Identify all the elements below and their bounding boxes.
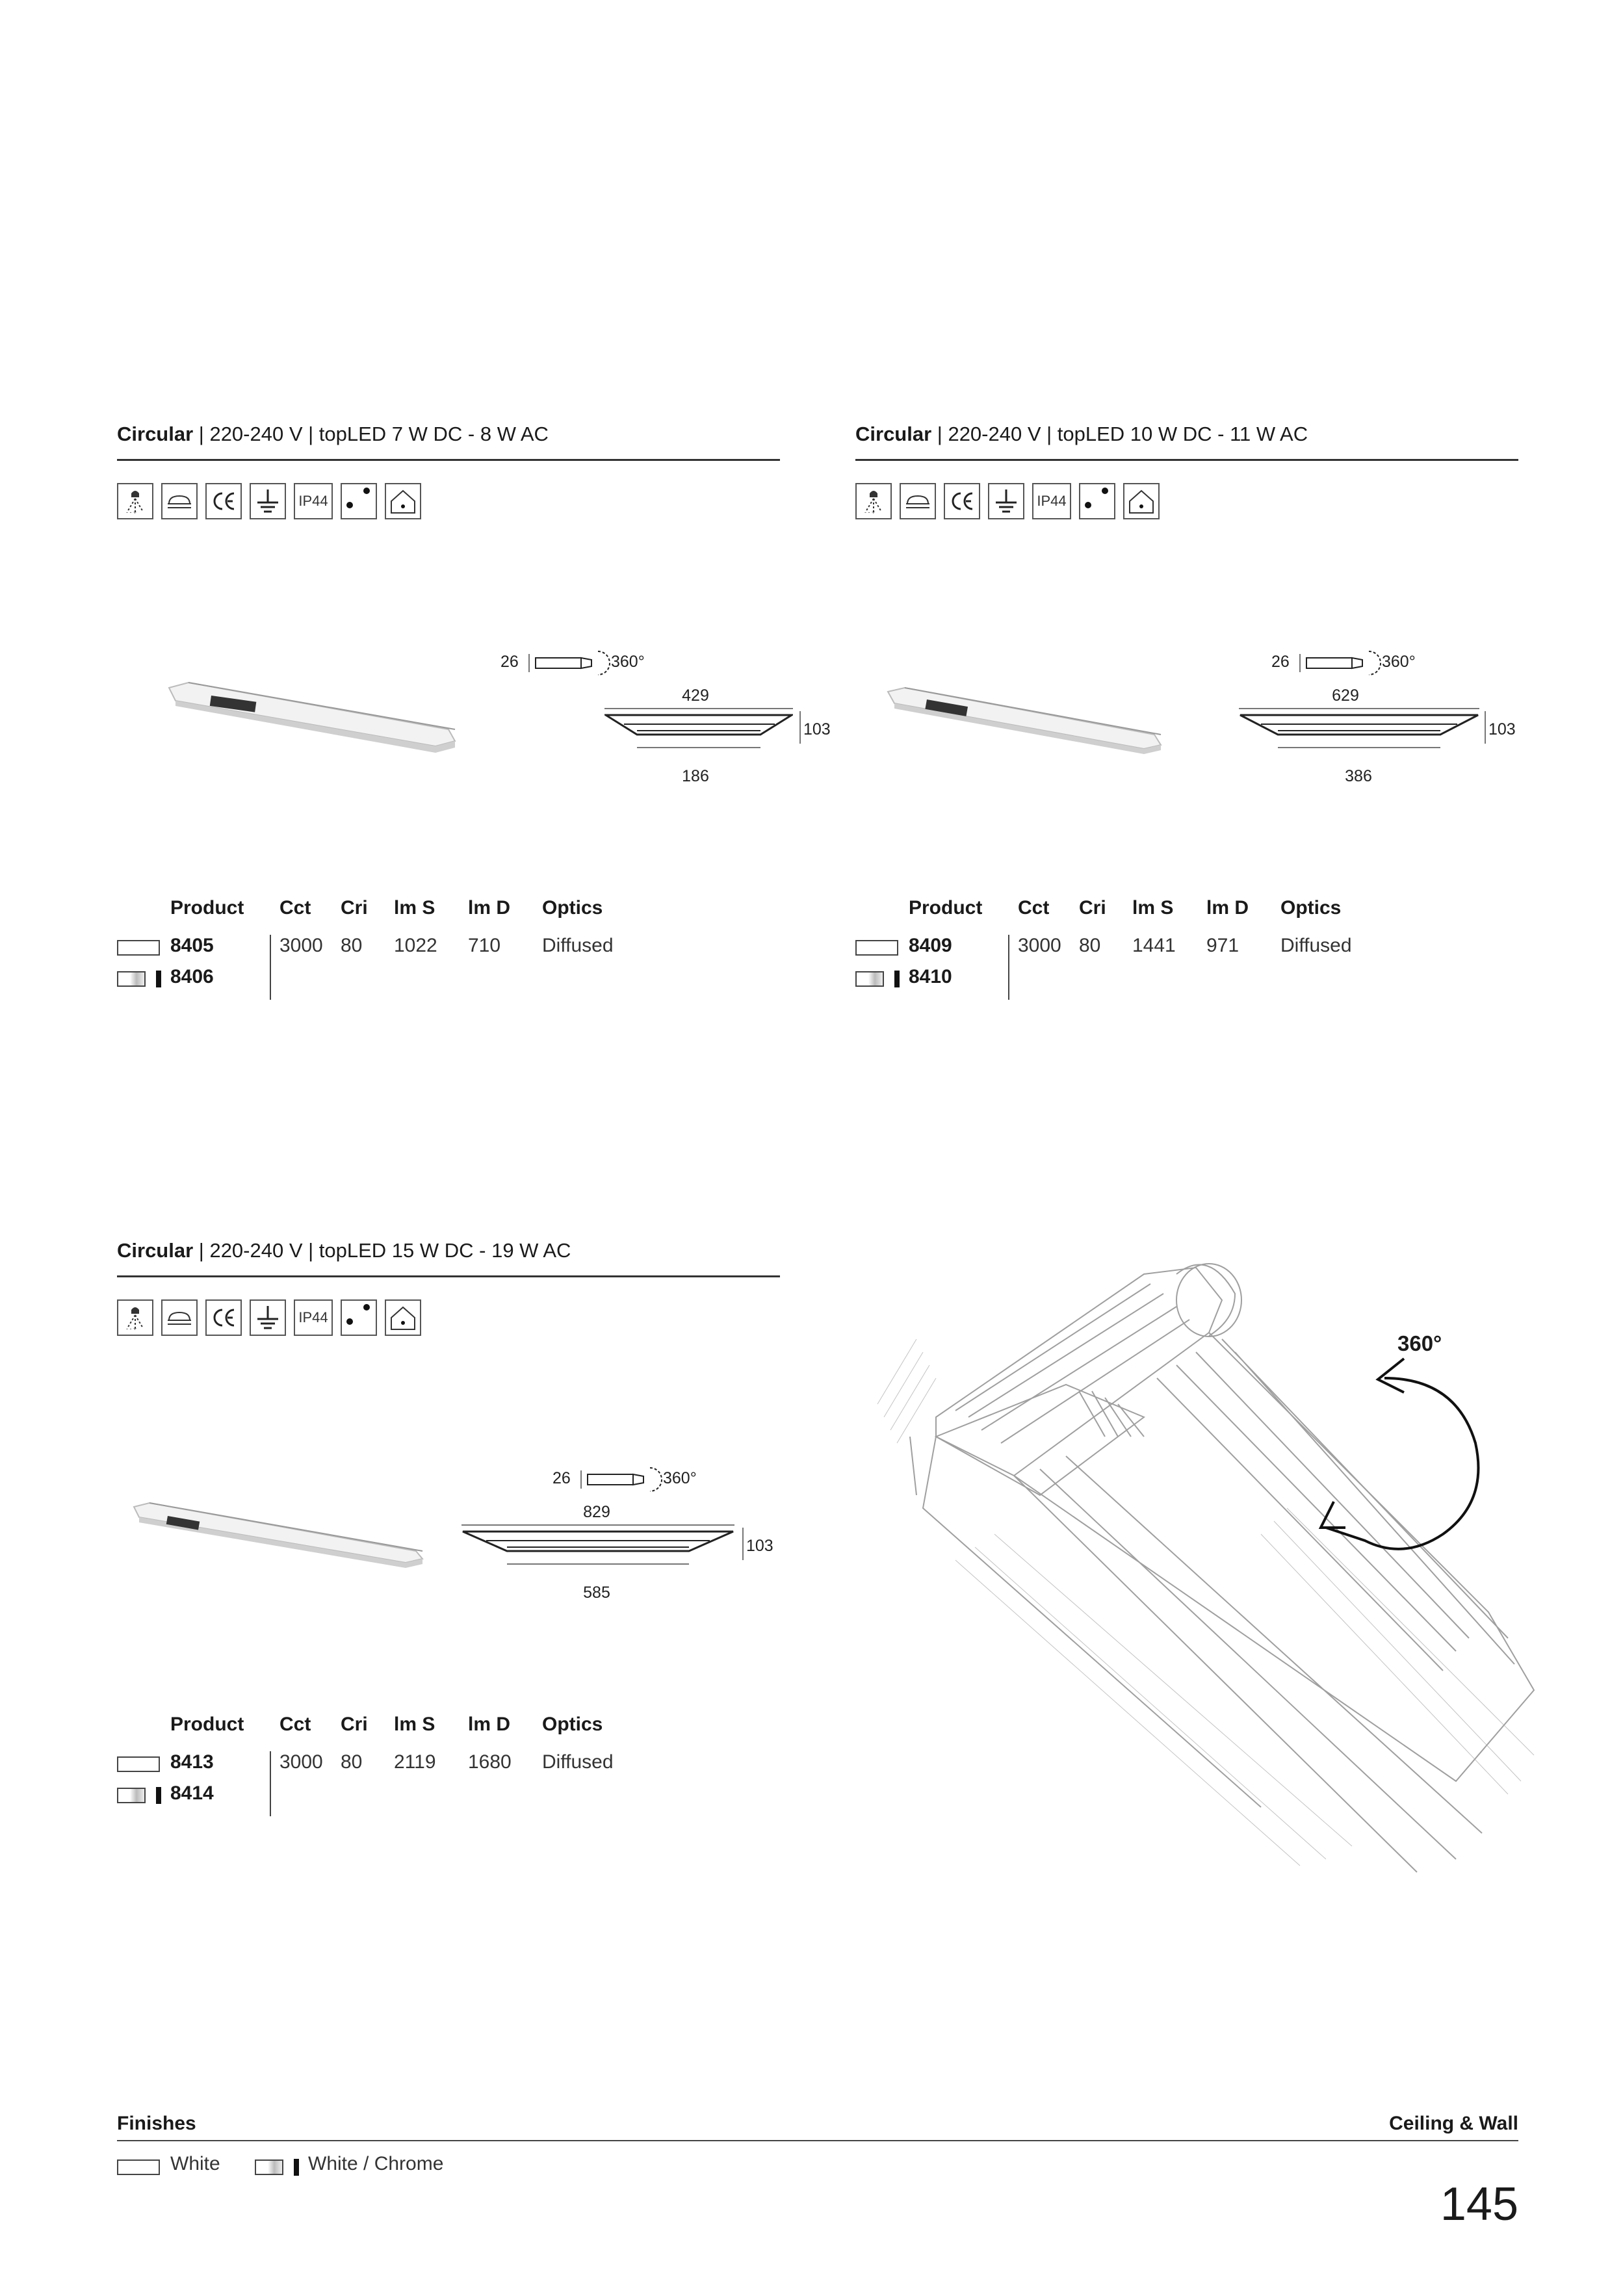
- rotation-symbol-icon: [1297, 649, 1382, 677]
- ip-rating-label: IP44: [298, 1309, 328, 1325]
- surface-mount-icon: [900, 483, 936, 519]
- dim-length-top: 829: [583, 1503, 610, 1521]
- product-photo: [162, 676, 526, 761]
- footer-rule: [117, 2140, 1518, 2141]
- product-photo: [130, 1499, 435, 1571]
- dim-height: 103: [746, 1537, 773, 1555]
- rotation-symbol-icon: [526, 649, 611, 677]
- col-lms: lm S: [1132, 897, 1174, 919]
- cell-lms: 2119: [394, 1751, 436, 1773]
- cell-lms: 1441: [1132, 935, 1176, 956]
- rotation-symbol-icon: [578, 1465, 663, 1494]
- cell-cct: 3000: [279, 1751, 323, 1773]
- house-icon: [385, 483, 421, 519]
- col-optics: Optics: [542, 1714, 603, 1735]
- earth-icon: [988, 483, 1024, 519]
- finish-chrome-swatch: [855, 971, 884, 987]
- section-label: Ceiling & Wall: [1389, 2113, 1518, 2134]
- ce-mark-icon: [944, 483, 980, 519]
- cell-cri: 80: [341, 1751, 363, 1773]
- svg-text:- - +: - - +: [126, 1325, 137, 1332]
- finish-chrome-swatch: [117, 1788, 146, 1803]
- dim-height: 103: [1488, 720, 1516, 738]
- dim-thickness: 26: [552, 1469, 571, 1487]
- product-code: 8413: [170, 1751, 214, 1773]
- col-product: Product: [909, 897, 983, 919]
- cell-optics: Diffused: [542, 1751, 614, 1773]
- sketch-rotation-label: 360°: [1397, 1331, 1442, 1355]
- svg-text:- - +: - - +: [864, 509, 876, 515]
- dot-chart-icon: [341, 1299, 377, 1336]
- col-lms: lm S: [394, 897, 435, 919]
- house-icon: [385, 1299, 421, 1336]
- earth-icon: [250, 1299, 286, 1336]
- certification-icons: [855, 483, 1160, 519]
- product-code: 8409: [909, 935, 952, 956]
- col-lms: lm S: [394, 1714, 435, 1735]
- rotation-arrow-icon: [1326, 1378, 1478, 1549]
- col-lmd: lm D: [468, 897, 511, 919]
- finish-white-swatch: [117, 1756, 160, 1772]
- surface-mount-icon: [161, 483, 198, 519]
- title-rule: [117, 459, 780, 461]
- col-lmd: lm D: [468, 1714, 511, 1735]
- dim-length-top: 629: [1332, 686, 1359, 705]
- ip44-icon: [294, 1299, 333, 1336]
- dimension-drawing: [455, 1454, 780, 1623]
- col-cct: Cct: [279, 1714, 311, 1735]
- driver-icon: [117, 483, 153, 519]
- dimension-drawing: [494, 637, 831, 806]
- col-optics: Optics: [542, 897, 603, 919]
- cell-lmd: 710: [468, 935, 501, 956]
- cell-cri: 80: [341, 935, 363, 956]
- cell-cri: 80: [1079, 935, 1101, 956]
- product-code: 8405: [170, 935, 214, 956]
- product-code: 8406: [170, 966, 214, 987]
- product-code: 8410: [909, 966, 952, 987]
- cell-cct: 3000: [1018, 935, 1061, 956]
- cell-optics: Diffused: [542, 935, 614, 956]
- dim-length-top: 429: [682, 686, 709, 705]
- ip44-icon: [294, 483, 333, 519]
- dim-length-bottom: 386: [1345, 767, 1372, 785]
- finish-chrome-label: White / Chrome: [308, 2153, 444, 2174]
- finish-chrome-bar: [894, 971, 900, 987]
- finish-chrome-bar: [294, 2159, 299, 2176]
- dim-rotation: 360°: [1382, 653, 1416, 671]
- certification-icons: [117, 1299, 421, 1336]
- certification-icons: [117, 483, 421, 519]
- product-title: Circular | 220-240 V | topLED 15 W DC - 19 W AC: [117, 1239, 571, 1262]
- finish-chrome-swatch: [255, 2159, 283, 2175]
- finishes-label: Finishes: [117, 2113, 196, 2134]
- cell-lms: 1022: [394, 935, 437, 956]
- height-line: [741, 1528, 745, 1560]
- title-rule: [855, 459, 1518, 461]
- surface-mount-icon: [161, 1299, 198, 1336]
- ip-rating-label: IP44: [1037, 493, 1067, 509]
- product-title: Circular | 220-240 V | topLED 10 W DC - 11 W AC: [855, 423, 1308, 445]
- dim-length-bottom: 585: [583, 1584, 610, 1602]
- ip44-icon: [1032, 483, 1071, 519]
- dim-thickness: 26: [1271, 653, 1290, 671]
- cell-lmd: 1680: [468, 1751, 512, 1773]
- spec-table: [117, 1714, 702, 1818]
- ip-rating-label: IP44: [298, 493, 328, 509]
- dim-thickness: 26: [500, 653, 519, 671]
- dimension-drawing: [1206, 637, 1518, 806]
- table-divider: [270, 1751, 271, 1816]
- driver-icon: [117, 1299, 153, 1336]
- col-lmd: lm D: [1206, 897, 1249, 919]
- dim-length-bottom: 186: [682, 767, 709, 785]
- product-title: Circular | 220-240 V | topLED 7 W DC - 8 W AC: [117, 423, 549, 445]
- cell-optics: Diffused: [1280, 935, 1352, 956]
- dot-chart-icon: [341, 483, 377, 519]
- col-cct: Cct: [1018, 897, 1050, 919]
- product-block-2: [855, 0, 1518, 1014]
- finish-white-swatch: [855, 940, 898, 956]
- spec-table: [855, 897, 1440, 1001]
- earth-icon: [250, 483, 286, 519]
- driver-icon: [855, 483, 892, 519]
- col-cri: Cri: [1079, 897, 1106, 919]
- dim-rotation: 360°: [663, 1469, 697, 1487]
- finish-white-swatch: [117, 2159, 160, 2175]
- cell-lmd: 971: [1206, 935, 1240, 956]
- house-icon: [1123, 483, 1160, 519]
- dot-chart-icon: [1079, 483, 1115, 519]
- arrow-head-top-icon: [1378, 1359, 1404, 1392]
- table-divider: [1008, 935, 1009, 1000]
- product-block-3: [117, 816, 780, 1831]
- col-optics: Optics: [1280, 897, 1342, 919]
- col-product: Product: [170, 897, 244, 919]
- finish-chrome-bar: [156, 1787, 161, 1804]
- height-line: [798, 711, 802, 744]
- finish-white-label: White: [170, 2153, 220, 2174]
- height-line: [1483, 711, 1487, 744]
- col-cri: Cri: [341, 897, 368, 919]
- dim-rotation: 360°: [611, 653, 645, 671]
- ce-mark-icon: [205, 1299, 242, 1336]
- product-code: 8414: [170, 1782, 214, 1804]
- sketch-illustration: [871, 1222, 1560, 1885]
- page-number: 145: [1440, 2178, 1518, 2230]
- title-rule: [117, 1275, 780, 1277]
- product-photo: [881, 683, 1180, 754]
- dim-height: 103: [803, 720, 831, 738]
- col-cri: Cri: [341, 1714, 368, 1735]
- ce-mark-icon: [205, 483, 242, 519]
- cell-cct: 3000: [279, 935, 323, 956]
- col-cct: Cct: [279, 897, 311, 919]
- svg-text:- - +: - - +: [126, 509, 137, 515]
- col-product: Product: [170, 1714, 244, 1735]
